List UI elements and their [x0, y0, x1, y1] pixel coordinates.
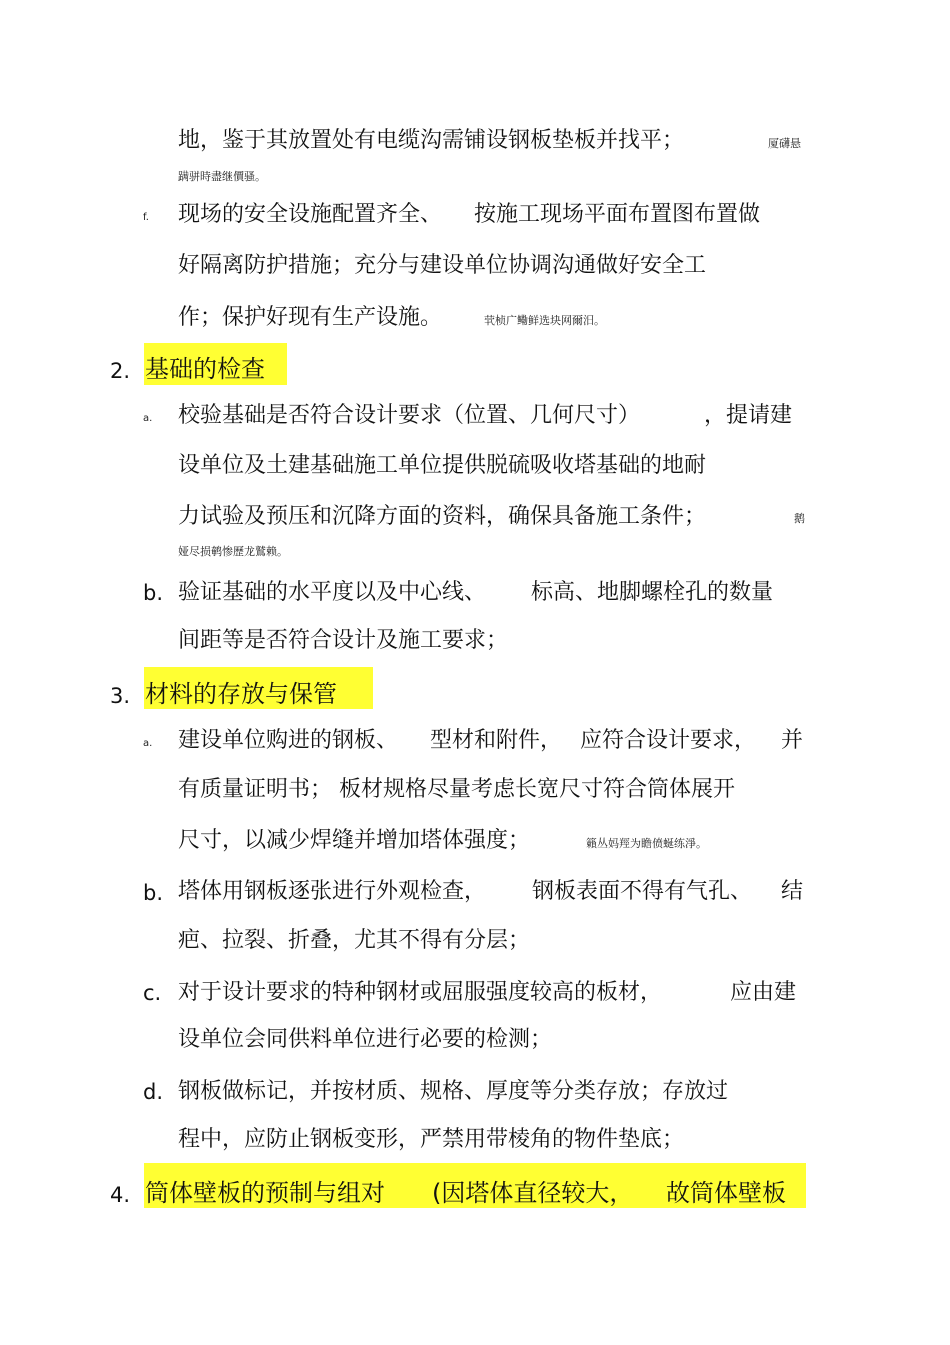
- list-item-text: 疤、拉裂、折叠，尤其不得有分层；: [178, 928, 531, 953]
- list-item-text: 校验基础是否符合设计要求（位置、几何尺寸）: [178, 403, 641, 428]
- list-item-text: 结: [781, 879, 804, 904]
- list-item-text: 尺寸，以减少焊缝并增加塔体强度；: [178, 828, 531, 853]
- margin-note: 鹅: [794, 512, 805, 525]
- list-item-text: 设单位会同供料单位进行必要的检测；: [178, 1027, 553, 1052]
- margin-note: 厦礴悬: [768, 137, 801, 150]
- list-item-text: 设单位及土建基础施工单位提供脱硫吸收塔基础的地耐: [178, 453, 707, 478]
- section-heading: 材料的存放与保管: [145, 680, 337, 708]
- list-marker: d.: [143, 1080, 164, 1104]
- list-item-text: 验证基础的水平度以及中心线、: [178, 580, 487, 605]
- section-heading: (因塔体直径较大，: [432, 1179, 634, 1207]
- list-item-text: 钢板做标记，并按材质、规格、厚度等分类存放；存放过: [178, 1079, 729, 1104]
- list-item-text: 间距等是否符合设计及施工要求；: [178, 628, 509, 653]
- list-item-text: 应符合设计要求，: [580, 728, 757, 753]
- margin-note: 蹒骈時盡继價骚。: [178, 170, 266, 183]
- section-number: 4.: [110, 1183, 131, 1207]
- list-item-text: 按施工现场平面布置图布置做: [474, 202, 761, 227]
- list-marker: a.: [143, 413, 153, 424]
- margin-note: 籟丛妈羥为瞻偾蜒练淨。: [586, 837, 707, 850]
- list-item-text: 塔体用钢板逐张进行外观检查，: [178, 879, 487, 904]
- margin-note: 茕桢广鳓鲜选块网爾汨。: [484, 314, 605, 327]
- list-item-text: 对于设计要求的特种钢材或屈服强度较高的板材，: [178, 980, 663, 1005]
- list-marker: b.: [143, 581, 164, 605]
- list-marker: a.: [143, 738, 153, 749]
- list-item-text: 钢板表面不得有气孔、: [532, 879, 753, 904]
- list-item-text: ，提请建: [704, 403, 793, 428]
- list-item-text: 应由建: [730, 980, 797, 1005]
- margin-note: 娅尽损鹌惨歷龙鷲赖。: [178, 545, 288, 558]
- section-heading: 筒体壁板的预制与组对: [145, 1179, 385, 1207]
- section-heading: 基础的检查: [145, 355, 265, 383]
- list-item-text: 标高、地脚螺栓孔的数量: [531, 580, 774, 605]
- paragraph-line: 地，鉴于其放置处有电缆沟需铺设钢板垫板并找平；: [178, 128, 685, 153]
- section-number: 2.: [110, 359, 131, 383]
- list-marker: b.: [143, 881, 164, 905]
- list-marker: f.: [143, 212, 149, 223]
- list-item-text: 现场的安全设施配置齐全、: [178, 202, 443, 227]
- list-item-text: 好隔离防护措施；充分与建设单位协调沟通做好安全工: [178, 253, 707, 278]
- section-heading: 故筒体壁板: [666, 1179, 786, 1207]
- section-number: 3.: [110, 684, 131, 708]
- list-item-text: 型材和附件，: [430, 728, 563, 753]
- list-item-text: 并: [781, 728, 804, 753]
- list-item-text: 程中，应防止钢板变形，严禁用带棱角的物件垫底；: [178, 1127, 685, 1152]
- list-item-text: 建设单位购进的钢板、: [178, 728, 399, 753]
- list-item-text: 作；保护好现有生产设施。: [178, 305, 443, 330]
- list-marker: c.: [143, 981, 162, 1005]
- list-item-text: 力试验及预压和沉降方面的资料，确保具备施工条件；: [178, 504, 707, 529]
- list-item-text: 有质量证明书； 板材规格尽量考虑长宽尺寸符合筒体展开: [178, 777, 735, 802]
